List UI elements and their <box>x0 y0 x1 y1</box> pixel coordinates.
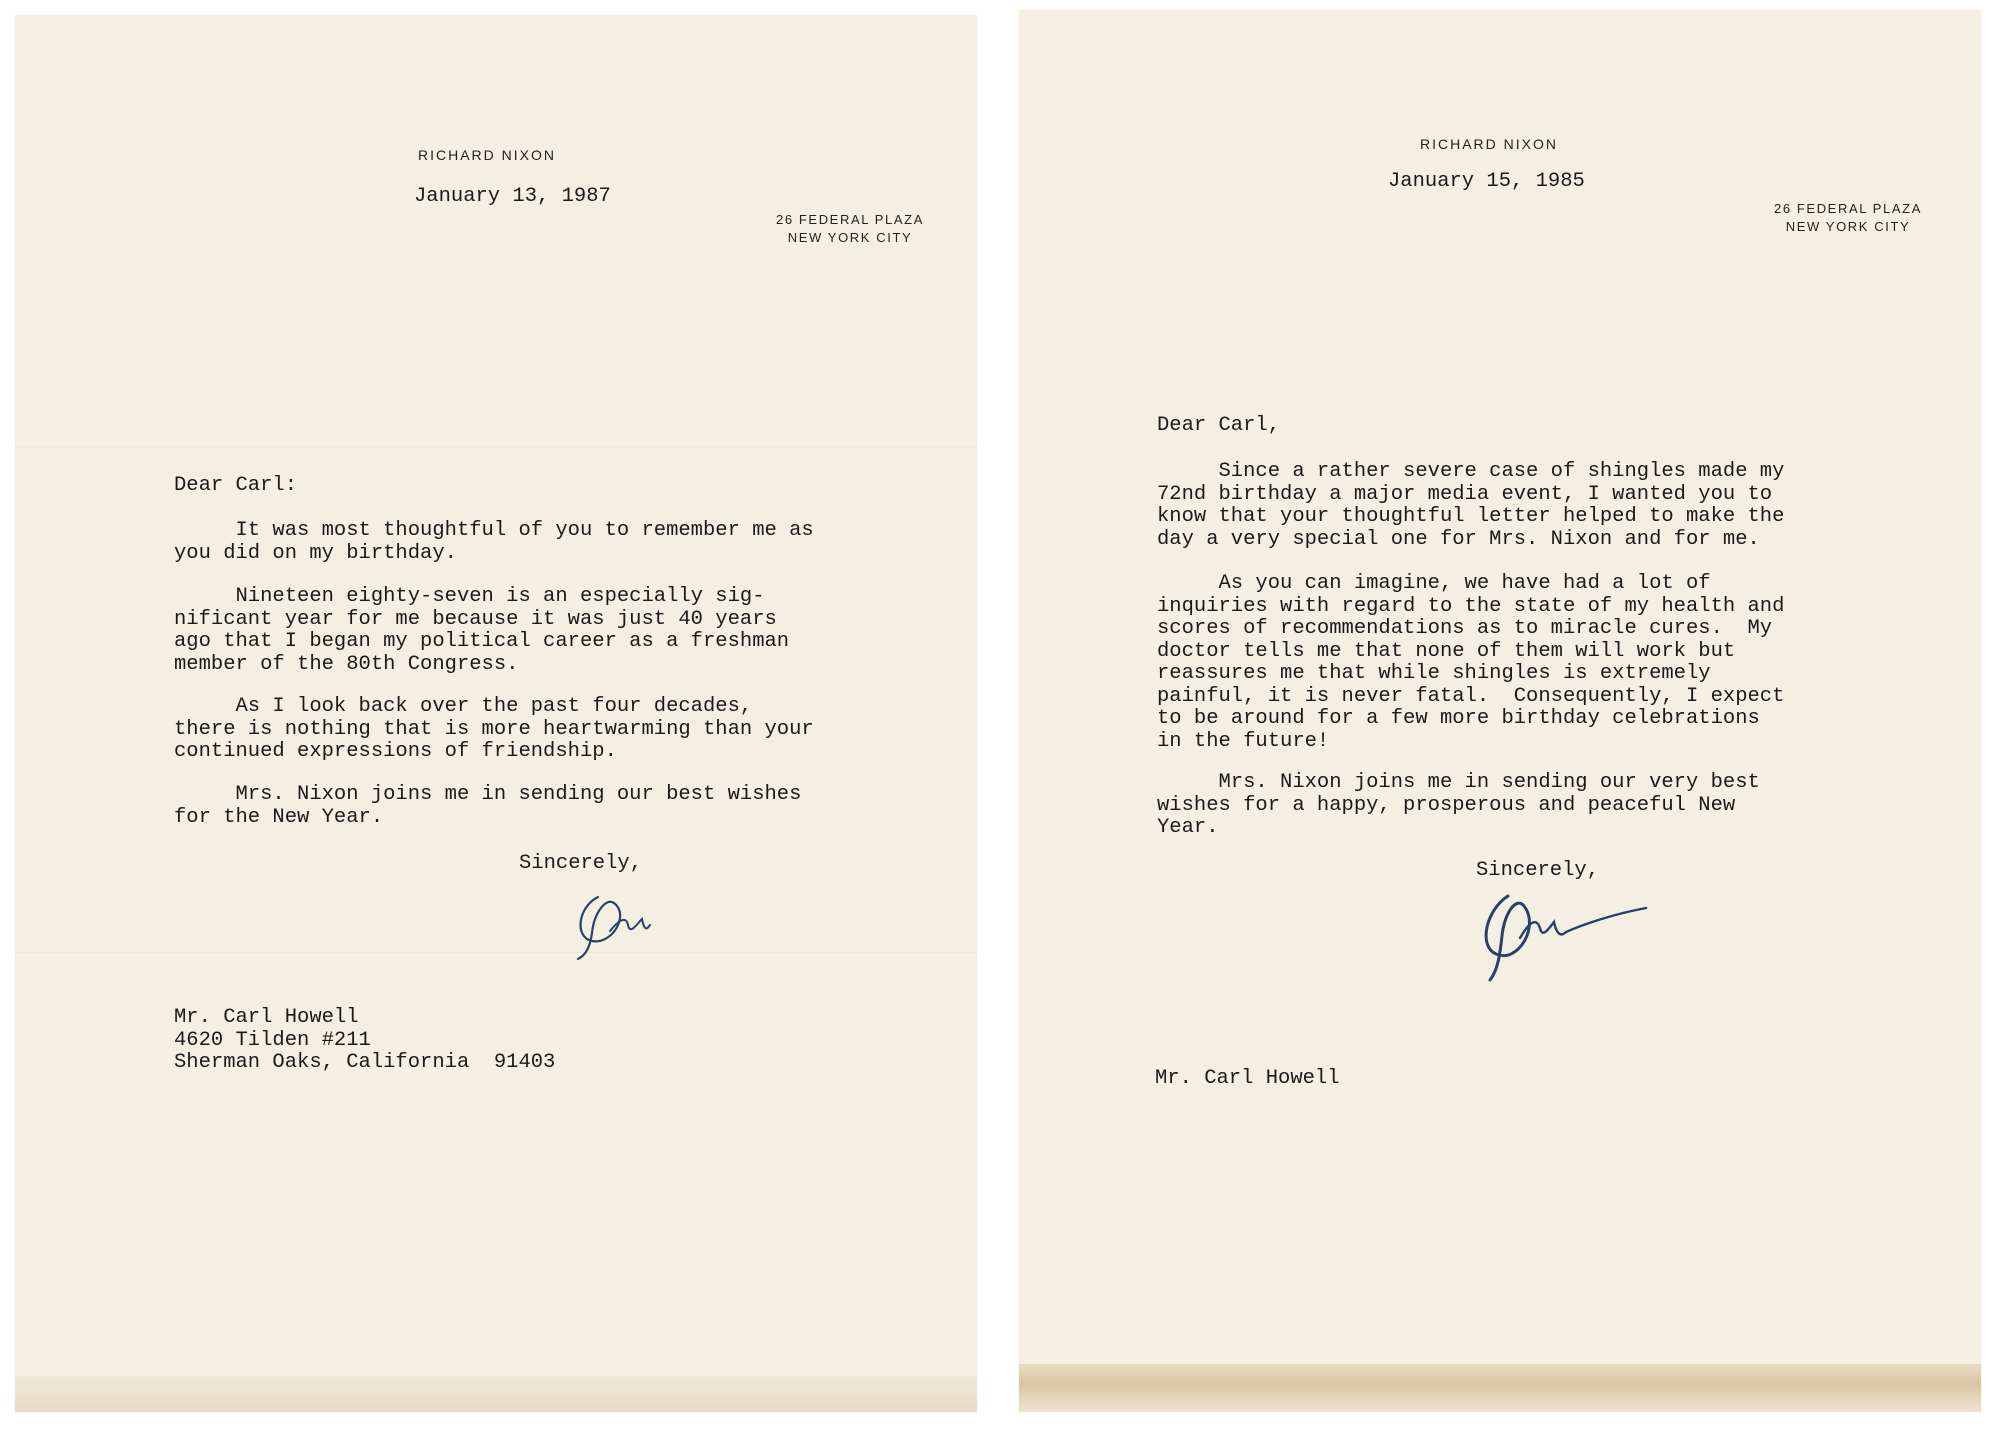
body-line: As you can imagine, we have had a lot of <box>1157 572 1711 595</box>
body-line: reassures me that while shingles is extremely <box>1157 662 1711 685</box>
body-line: Nineteen eighty-seven is an especially sig- <box>174 585 765 608</box>
letterhead-address <box>755 211 945 247</box>
body-line: 72nd birthday a major media event, I wanted you to <box>1157 482 1773 506</box>
letter-date: January 13, 1987 <box>414 185 611 208</box>
body-line: doctor tells me that none of them will work but <box>1157 639 1736 663</box>
body-line: scores of recommendations as to miracle cures. My <box>1157 617 1773 640</box>
closing: Sincerely, <box>1476 859 1600 882</box>
recipient-line: 4620 Tilden #211 <box>174 1028 371 1052</box>
body-line: painful, it is never fatal. Consequently, I expect <box>1157 684 1785 708</box>
body-line: Mrs. Nixon joins me in sending our best wishes <box>174 783 802 806</box>
closing: Sincerely, <box>519 852 643 875</box>
body-line: you did on my birthday. <box>174 541 457 565</box>
body-line: day a very special one for Mrs. Nixon and for me. <box>1157 527 1760 551</box>
signature <box>1474 880 1654 990</box>
body-line: for the New Year. <box>174 805 384 829</box>
recipient-line: Sherman Oaks, California 91403 <box>174 1051 556 1074</box>
salutation: Dear Carl, <box>1157 414 1281 437</box>
body-line: know that your thoughtful letter helped to make the <box>1157 505 1785 528</box>
letter-date: January 15, 1985 <box>1388 170 1585 193</box>
body-line: It was most thoughtful of you to remember me as <box>174 519 814 542</box>
recipient-line: Mr. Carl Howell <box>174 1006 359 1029</box>
body-line: in the future! <box>1157 729 1330 753</box>
fold-line <box>15 446 977 449</box>
signature <box>570 885 660 965</box>
paper-edge <box>15 1376 977 1412</box>
body-line: nificant year for me because it was just 40 years <box>174 607 777 631</box>
salutation: Dear Carl: <box>174 474 298 497</box>
body-line: ago that I began my political career as a freshman <box>174 630 790 653</box>
body-line: inquiries with regard to the state of my health and <box>1157 594 1785 618</box>
body-line: to be around for a few more birthday celebrations <box>1157 707 1760 730</box>
address-line: 26 FEDERAL PLAZA <box>1774 201 1922 216</box>
letterhead-name: RICHARD NIXON <box>418 147 557 163</box>
fold-line <box>15 952 977 955</box>
letter-1985 <box>1019 10 1981 1412</box>
body-line: wishes for a happy, prosperous and peaceful New <box>1157 793 1736 817</box>
paper-edge <box>1019 1364 1981 1412</box>
letter-1987 <box>15 15 977 1412</box>
body-line: Year. <box>1157 816 1219 839</box>
body-line: member of the 80th Congress. <box>174 652 519 676</box>
body-line: Since a rather severe case of shingles made my <box>1157 460 1785 483</box>
letterhead-address <box>1753 200 1943 236</box>
address-line: NEW YORK CITY <box>787 230 913 245</box>
letterhead-name: RICHARD NIXON <box>1420 136 1559 152</box>
body-line: there is nothing that is more heartwarming than your <box>174 717 814 741</box>
address-line: NEW YORK CITY <box>1785 219 1911 234</box>
recipient-line: Mr. Carl Howell <box>1155 1067 1340 1090</box>
address-line: 26 FEDERAL PLAZA <box>776 212 924 227</box>
body-line: Mrs. Nixon joins me in sending our very best <box>1157 771 1760 794</box>
body-line: continued expressions of friendship. <box>174 740 617 763</box>
body-line: As I look back over the past four decades, <box>174 695 753 718</box>
